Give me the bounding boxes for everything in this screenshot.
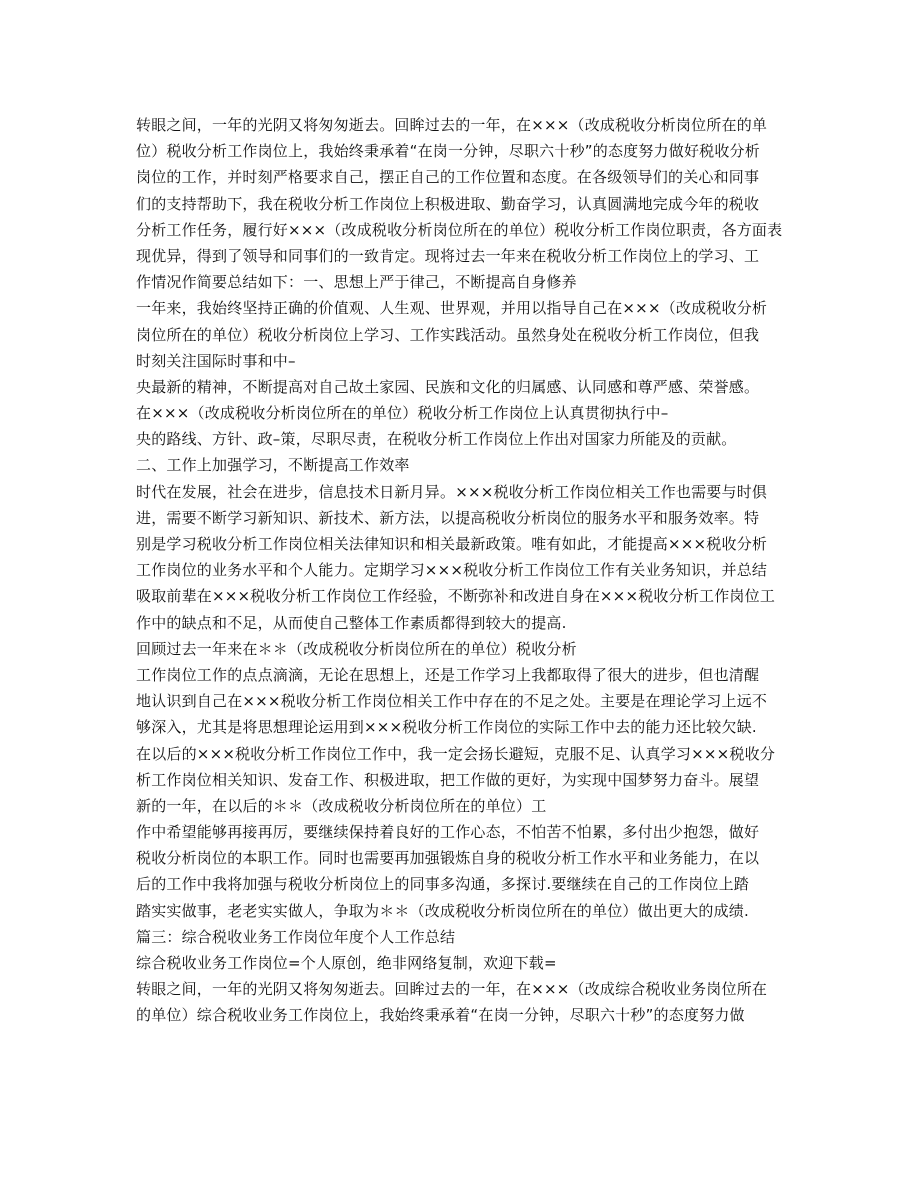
text-line: 回顾过去一年来在＊＊（改成税收分析岗位所在的单位）税收分析	[136, 639, 577, 658]
text-line: 岗位的工作，并时刻严格要求自己，摆正自己的工作位置和态度。在各级领导们的关心和同事	[136, 168, 760, 187]
text-line: 时代在发展，社会在进步，信息技术日新月异。×××税收分析工作岗位相关工作也需要与时俱	[136, 482, 768, 501]
text-line: 分析工作任务，履行好×××（改成税收分析岗位所在的单位）税收分析工作岗位职责，各方面表	[136, 220, 783, 239]
chapter-heading: 篇三：综合税收业务工作岗位年度个人工作总结	[136, 927, 456, 946]
text-line: 转眼之间，一年的光阴又将匆匆逝去。回眸过去的一年，在×××（改成税收分析岗位所在的单	[136, 116, 768, 134]
text-line: 一年来，我始终坚持正确的价值观、人生观、世界观，并用以指导自己在×××（改成税收分析	[136, 299, 768, 318]
text-line: 转眼之间，一年的光阴又将匆匆逝去。回眸过去的一年，在×××（改成综合税收业务岗位所在	[136, 980, 768, 999]
text-line: 吸取前辈在×××税收分析工作岗位工作经验，不断弥补和改进自身在×××税收分析工作岗位工	[136, 587, 776, 606]
text-line: 踏实实做事，老老实实做人，争取为＊＊（改成税收分析岗位所在的单位）做出更大的成绩.	[136, 901, 749, 920]
text-line: 析工作岗位相关知识、发奋工作、积极进取，把工作做的更好，为实现中国梦努力奋斗。展望	[136, 770, 760, 789]
text-line: 现优异，得到了领导和同事们的一致肯定。现将过去一年来在税收分析工作岗位上的学习、工	[136, 246, 760, 265]
text-line: 们的支持帮助下，我在税收分析工作岗位上积极进取、勤奋学习，认真圆满地完成今年的税收	[136, 194, 760, 213]
text-line: 进，需要不断学习新知识、新技术、新方法，以提高税收分析岗位的服务水平和服务效率。特	[136, 508, 760, 527]
text-line: 作中的缺点和不足，从而使自己整体工作素质都得到较大的提高.	[136, 613, 567, 632]
text-line: 税收分析岗位的本职工作。同时也需要再加强锻炼自身的税收分析工作水平和业务能力，在以	[136, 849, 760, 868]
section-heading: 二、工作上加强学习，不断提高工作效率	[136, 456, 410, 475]
text-line: 作中希望能够再接再厉，要继续保持着良好的工作心态，不怕苦不怕累，多付出少抱怨，做好	[136, 823, 760, 842]
section-heading-line: 作情况作简要总结如下：一、思想上严于律己，不断提高自身修养	[136, 273, 577, 292]
text-line: 工作岗位的业务水平和个人能力。定期学习×××税收分析工作岗位工作有关业务知识，并总结	[136, 561, 768, 580]
text-line: 的单位）综合税收业务工作岗位上，我始终秉承着“在岗一分钟，尽职六十秒”的态度努力做	[136, 1006, 745, 1025]
text-line: 工作岗位工作的点点滴滴，无论在思想上，还是工作学习上我都取得了很大的进步，但也清醒	[136, 665, 760, 684]
text-line: 时刻关注国际时事和中–	[136, 351, 296, 370]
document-body	[136, 112, 786, 1029]
text-line: 综合税收业务工作岗位=个人原创，绝非网络复制，欢迎下载=	[136, 954, 557, 972]
text-line: 在以后的×××税收分析工作岗位工作中，我一定会扬长避短，克服不足、认真学习×××税收分	[136, 744, 776, 763]
text-line: 后的工作中我将加强与税收分析岗位上的同事多沟通，多探讨.要继续在自己的工作岗位上踏	[136, 875, 749, 894]
text-line: 在×××（改成税收分析岗位所在的单位）税收分析工作岗位上认真贯彻执行中–	[136, 404, 669, 423]
text-line: 地认识到自己在×××税收分析工作岗位相关工作中存在的不足之处。主要是在理论学习上远不	[136, 692, 768, 711]
text-line: 够深入，尤其是将思想理论运用到×××税收分析工作岗位的实际工作中去的能力还比较欠缺.	[136, 718, 757, 737]
text-line: 央最新的精神，不断提高对自己故土家园、民族和文化的归属感、认同感和尊严感、荣誉感。	[136, 377, 760, 396]
text-line: 位）税收分析工作岗位上，我始终秉承着“在岗一分钟，尽职六十秒”的态度努力做好税收分析	[136, 142, 760, 161]
text-line: 岗位所在的单位）税收分析岗位上学习、工作实践活动。虽然身处在税收分析工作岗位，但我	[136, 325, 760, 344]
text-line: 别是学习税收分析工作岗位相关法律知识和相关最新政策。唯有如此，才能提高×××税收分析	[136, 535, 768, 553]
text-line: 新的一年，在以后的＊＊（改成税收分析岗位所在的单位）工	[136, 796, 547, 815]
text-line: 央的路线、方针、政–策，尽职尽责，在税收分析工作岗位上作出对国家力所能及的贡献。	[136, 430, 737, 449]
